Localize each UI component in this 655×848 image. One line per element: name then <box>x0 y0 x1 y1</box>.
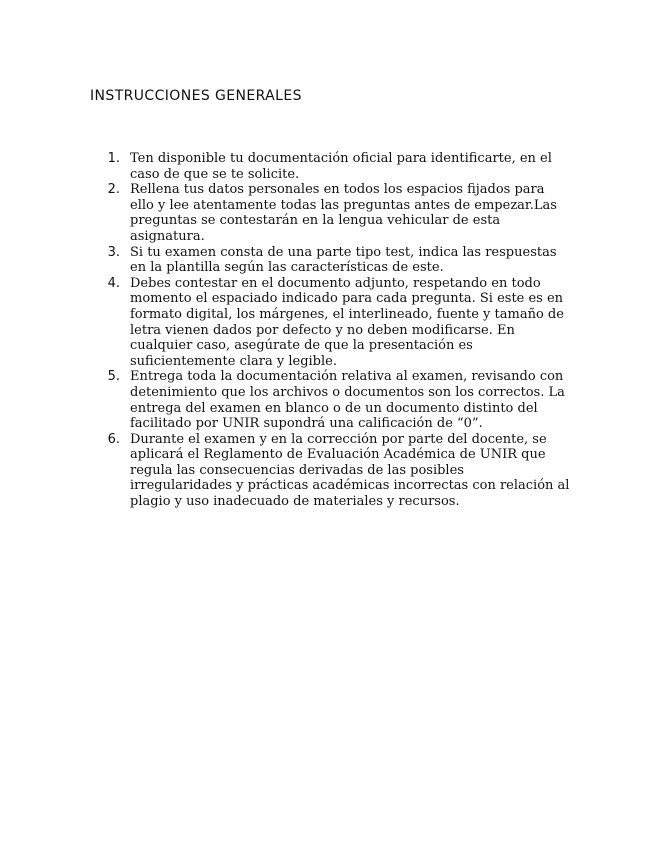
document-title: INSTRUCCIONES GENERALES <box>90 88 302 104</box>
item-number: 1. <box>107 151 120 166</box>
item-text-line: Durante el examen y en la corrección por parte del docente, se <box>130 431 547 447</box>
item-number: 6. <box>107 431 120 447</box>
instruction-item-3 <box>98 245 568 276</box>
item-text-line: Si tu examen consta de una parte tipo test, indica las respuestas <box>130 244 557 260</box>
instruction-item-6 <box>98 432 568 510</box>
item-text-line: cualquier caso, asegúrate de que la presentación es <box>130 338 473 354</box>
item-text-line: aplicará el Reglamento de Evaluación Académica de UNIR que <box>130 447 546 463</box>
item-text-line: formato digital, los márgenes, el interlineado, fuente y tamaño de <box>130 306 564 322</box>
instruction-item-5 <box>98 369 568 431</box>
item-number: 3. <box>107 244 120 260</box>
item-text-line: detenimiento que los archivos o documentos son los correctos. La <box>130 384 565 400</box>
instruction-item-1 <box>98 151 568 182</box>
instructions-list <box>98 151 568 510</box>
item-text-line: plagio y uso inadecuado de materiales y recursos. <box>130 494 460 510</box>
item-number: 5. <box>107 369 120 385</box>
item-text-line: Entrega toda la documentación relativa al examen, revisando con <box>130 369 564 385</box>
item-text-line: Rellena tus datos personales en todos los espacios fijados para <box>130 182 545 198</box>
item-text-line: letra vienen dados por defecto y no deben modificarse. En <box>130 322 515 338</box>
item-text-line: Debes contestar en el documento adjunto, respetando en todo <box>130 275 541 291</box>
item-text-line: momento el espaciado indicado para cada pregunta. Si este es en <box>130 291 564 307</box>
item-text-line: regula las consecuencias derivadas de las posibles <box>130 462 464 478</box>
item-text-line: suficientemente clara y legible. <box>130 353 337 369</box>
item-number: 4. <box>107 275 120 291</box>
item-text-line: irregularidades y prácticas académicas incorrectas con relación al <box>130 478 570 494</box>
instruction-item-2 <box>98 182 568 244</box>
item-text-line: ello y lee atentamente todas las preguntas antes de empezar.Las <box>130 197 557 213</box>
item-text-line: facilitado por UNIR supondrá una calificación de “0”. <box>130 416 483 432</box>
item-text-line: Ten disponible tu documentación oficial para identificarte, en el <box>130 151 552 166</box>
item-text-line: asignatura. <box>130 228 205 244</box>
item-text-line: entrega del examen en blanco o de un documento distinto del <box>130 400 538 416</box>
item-text-line: caso de que se te solicite. <box>130 166 300 182</box>
instruction-item-4 <box>98 276 568 370</box>
item-number: 2. <box>107 182 120 198</box>
item-text-line: en la plantilla según las características de este. <box>130 260 444 276</box>
item-text-line: preguntas se contestarán en la lengua vehicular de esta <box>130 213 501 229</box>
